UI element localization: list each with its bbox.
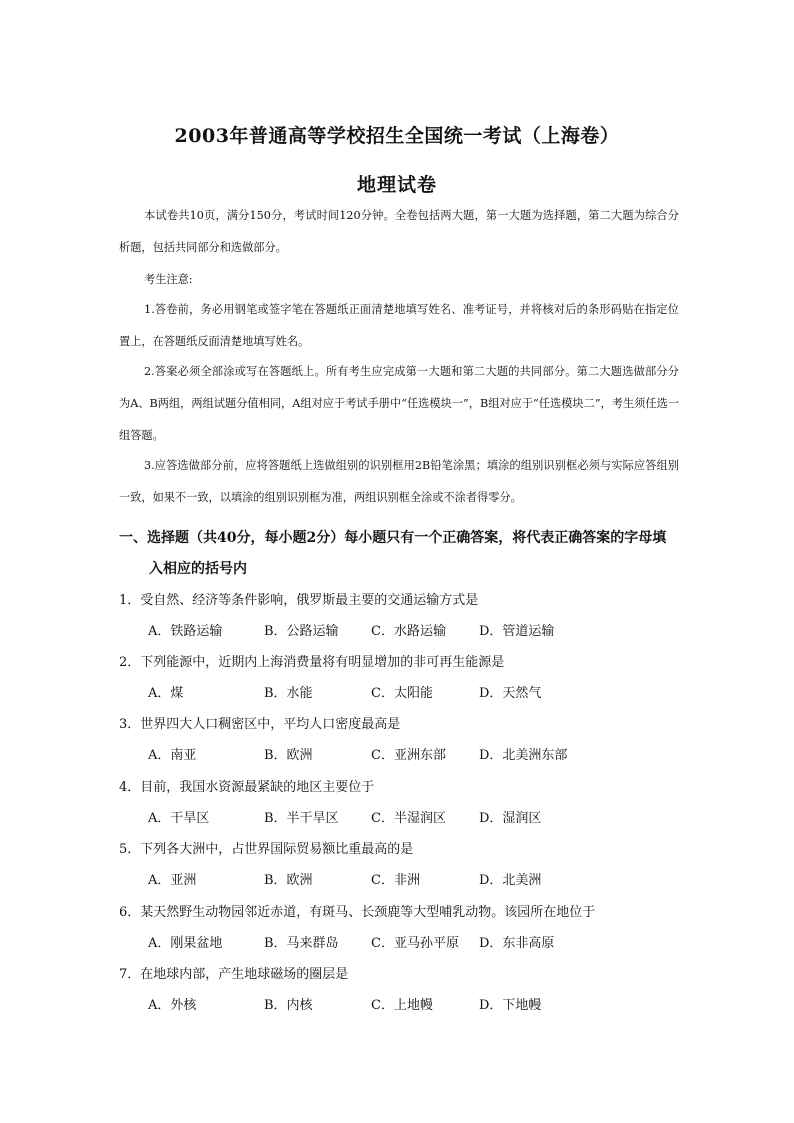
- option-c: C．半湿润区: [371, 811, 446, 826]
- option-d: D．天然气: [479, 686, 542, 701]
- option-d: D．管道运输: [479, 624, 555, 639]
- notice-item: [119, 356, 679, 452]
- option-a: A．铁路运输: [148, 624, 223, 639]
- option-a: A．煤: [148, 686, 184, 701]
- notice-heading: [119, 264, 679, 296]
- option-b: B．水能: [264, 686, 313, 701]
- question-stem: 5．下列各大洲中，占世界国际贸易额比重最高的是: [119, 842, 414, 857]
- option-b: B．欧洲: [264, 873, 313, 888]
- option-c: C．水路运输: [371, 624, 446, 639]
- intro-text: 本试卷共10页，满分150分，考试时间120分钟。全卷包括两大题，第一大题为选择题，第二大题为综合分析题，包括共同部分和选做部分。: [119, 209, 679, 254]
- option-a: A．干旱区: [148, 811, 210, 826]
- option-b: B．内核: [264, 998, 313, 1013]
- notice-item: [119, 294, 679, 358]
- section-heading-line: 入相应的括号内: [149, 561, 247, 577]
- intro-paragraph: [119, 200, 679, 264]
- option-b: B．欧洲: [264, 748, 313, 763]
- option-c: C．亚马孙平原: [371, 936, 459, 951]
- option-d: D．湿润区: [479, 811, 542, 826]
- option-c: C．上地幔: [371, 998, 433, 1013]
- section-heading-line: 一、选择题（共40分，每小题2分）每小题只有一个正确答案，将代表正确答案的字母填: [119, 530, 667, 546]
- option-a: A．亚洲: [148, 873, 197, 888]
- option-b: B．马来群岛: [264, 936, 339, 951]
- option-b: B．半干旱区: [264, 811, 339, 826]
- question-stem: 7．在地球内部，产生地球磁场的圈层是: [119, 967, 349, 982]
- question-stem: 2．下列能源中，近期内上海消费量将有明显增加的非可再生能源是: [119, 655, 505, 670]
- question-stem: 1．受自然、经济等条件影响，俄罗斯最主要的交通运输方式是: [119, 593, 479, 608]
- option-d: D．北美洲: [479, 873, 542, 888]
- option-c: C．亚洲东部: [371, 748, 446, 763]
- notice-text: 2.答案必须全部涂或写在答题纸上。所有考生应完成第一大题和第二大题的共同部分。第二大题选做部分分为A、B两组，两组试题分值相同，A组对应于考试手册中“任选模块一”，B组对应于“任选模块二”，考生须任选一组答题。: [119, 365, 679, 442]
- notice-text: 3.应答选做部分前，应将答题纸上选做组别的识别框用2B铅笔涂黑；填涂的组别识别框必须与实际应答组别一致，如果不一致，以填涂的组别识别框为准，两组识别框全涂或不涂者得零分。: [119, 459, 679, 504]
- section-heading: [119, 523, 679, 585]
- notice-item: [119, 450, 679, 514]
- option-d: D．东非高原: [479, 936, 555, 951]
- question-stem: 6．某天然野生动物园邻近赤道，有斑马、长颈鹿等大型哺乳动物。该园所在地位于: [119, 905, 596, 920]
- exam-subtitle: 地理试卷: [356, 174, 437, 196]
- option-c: C．非洲: [371, 873, 420, 888]
- option-a: A．刚果盆地: [148, 936, 223, 951]
- exam-title: 2003年普通高等学校招生全国统一考试（上海卷）: [174, 125, 620, 147]
- option-b: B．公路运输: [264, 624, 339, 639]
- question-stem: 4．目前，我国水资源最紧缺的地区主要位于: [119, 780, 375, 795]
- option-d: D．下地幔: [479, 998, 542, 1013]
- option-c: C．太阳能: [371, 686, 433, 701]
- notice-title: 考生注意:: [144, 273, 193, 286]
- question-stem: 3．世界四大人口稠密区中，平均人口密度最高是: [119, 717, 401, 732]
- option-d: D．北美洲东部: [479, 748, 568, 763]
- notice-text: 1.答卷前，务必用钢笔或签字笔在答题纸正面清楚地填写姓名、准考证号，并将核对后的条形码贴在指定位置上，在答题纸反面清楚地填写姓名。: [119, 303, 679, 348]
- option-a: A．外核: [148, 998, 197, 1013]
- option-a: A．南亚: [148, 748, 197, 763]
